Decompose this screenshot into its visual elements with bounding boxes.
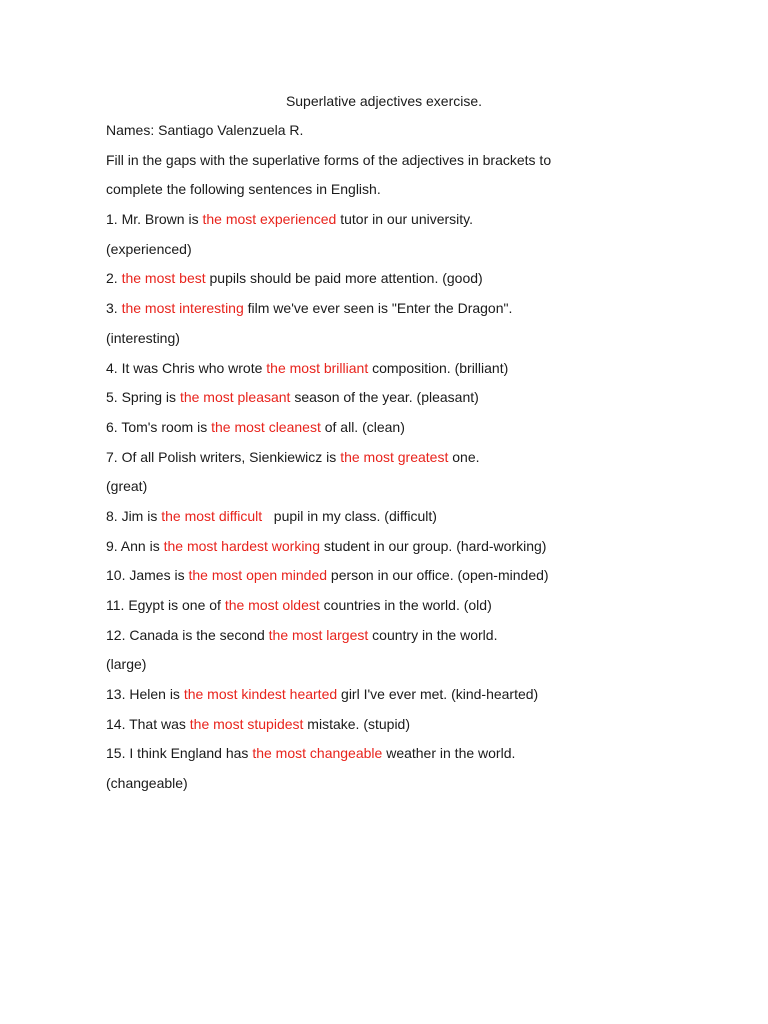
- exercise-item-text: 15. I think England has: [106, 745, 253, 762]
- exercise-item-answer: the most largest: [268, 626, 369, 643]
- exercise-item-text: film we've ever seen is "Enter the Dragon".: [243, 300, 513, 317]
- exercise-item-answer: the most best: [121, 270, 206, 287]
- exercise-item-text: mistake. (stupid): [303, 715, 411, 732]
- exercise-item-3-continuation: (interesting): [106, 329, 180, 346]
- exercise-item-text: one.: [448, 448, 480, 465]
- exercise-item-text: countries in the world. (old): [319, 597, 492, 613]
- exercise-item-answer: the most changeable: [252, 745, 383, 762]
- exercise-item-12: [106, 625, 706, 655]
- exercise-item-text: 2.: [106, 270, 122, 287]
- exercise-item-15: [106, 743, 706, 773]
- exercise-item-text: composition. (brilliant): [368, 359, 509, 376]
- exercise-item-text: 1. Mr. Brown is: [106, 211, 203, 228]
- exercise-item-text: 6. Tom's room is: [106, 418, 212, 435]
- instructions-line-2: complete the following sentences in English.: [106, 181, 381, 198]
- exercise-item-answer: the most open minded: [188, 567, 328, 584]
- exercise-item-text: girl I've ever met. (kind-hearted): [337, 686, 539, 703]
- exercise-item-text: 13. Helen is: [106, 686, 184, 703]
- exercise-item-12-continuation: (large): [106, 656, 147, 673]
- exercise-item-answer: the most cleanest: [211, 418, 321, 435]
- exercise-item-answer: the most greatest: [340, 448, 449, 465]
- exercise-item-7-continuation: (great): [106, 478, 148, 495]
- exercise-item-answer: the most brilliant: [266, 359, 369, 376]
- exercise-item-1: [106, 209, 706, 239]
- exercise-item-answer: the most experienced: [202, 211, 337, 228]
- exercise-item-answer: the most hardest working: [163, 537, 320, 554]
- exercise-item-text: person in our office. (open-minded): [327, 567, 549, 584]
- exercise-item-text: 3.: [106, 300, 122, 317]
- exercise-item-text: 7. Of all Polish writers, Sienkiewicz is: [106, 448, 341, 465]
- exercise-item-text: 12. Canada is the second: [106, 626, 269, 643]
- exercise-item-2: [106, 268, 706, 298]
- exercise-item-3: [106, 298, 706, 328]
- exercise-item-answer: the most difficult: [161, 507, 263, 524]
- names-line: Names: Santiago Valenzuela R.: [106, 122, 304, 138]
- exercise-item-text: tutor in our university.: [336, 211, 474, 228]
- exercise-item-answer: the most pleasant: [179, 389, 291, 406]
- exercise-item-10: [106, 565, 706, 595]
- exercise-item-text: student in our group. (hard-working): [320, 537, 547, 554]
- exercise-item-6: [106, 417, 706, 447]
- exercise-item-answer: the most oldest: [224, 597, 320, 613]
- exercise-item-4: [106, 358, 706, 388]
- exercise-item-answer: the most stupidest: [189, 715, 304, 732]
- exercise-item-text: 5. Spring is: [106, 389, 180, 406]
- exercise-item-text: 8. Jim is: [106, 507, 162, 524]
- exercise-item-text: 9. Ann is: [106, 537, 164, 554]
- exercise-item-text: country in the world.: [368, 626, 498, 643]
- instructions-line-1: Fill in the gaps with the superlative forms of the adjectives in brackets to: [106, 151, 552, 168]
- exercise-item-text: 14. That was: [106, 715, 190, 732]
- document-body: [106, 120, 706, 803]
- exercise-item-text: pupils should be paid more attention. (good): [205, 270, 483, 287]
- exercise-item-text: 4. It was Chris who wrote: [106, 359, 267, 376]
- exercise-item-1-continuation: (experienced): [106, 240, 192, 257]
- exercise-item-8: [106, 506, 706, 536]
- exercise-item-text: season of the year. (pleasant): [290, 389, 479, 406]
- exercise-item-9: [106, 536, 706, 566]
- exercise-item-text: pupil in my class. (difficult): [262, 507, 437, 524]
- exercise-item-14: [106, 714, 706, 744]
- document-title: Superlative adjectives exercise.: [285, 93, 483, 109]
- exercise-item-13: [106, 684, 706, 714]
- exercise-item-answer: the most interesting: [121, 300, 244, 317]
- exercise-item-answer: the most kindest hearted: [183, 686, 338, 703]
- exercise-item-5: [106, 387, 706, 417]
- exercise-item-text: 11. Egypt is one of: [106, 597, 225, 613]
- exercise-item-text: 10. James is: [106, 567, 189, 584]
- exercise-item-text: weather in the world.: [382, 745, 516, 762]
- exercise-item-15-continuation: (changeable): [106, 775, 188, 792]
- exercise-item-7: [106, 447, 706, 477]
- exercise-item-11: [106, 595, 706, 625]
- exercise-item-text: of all. (clean): [320, 418, 405, 435]
